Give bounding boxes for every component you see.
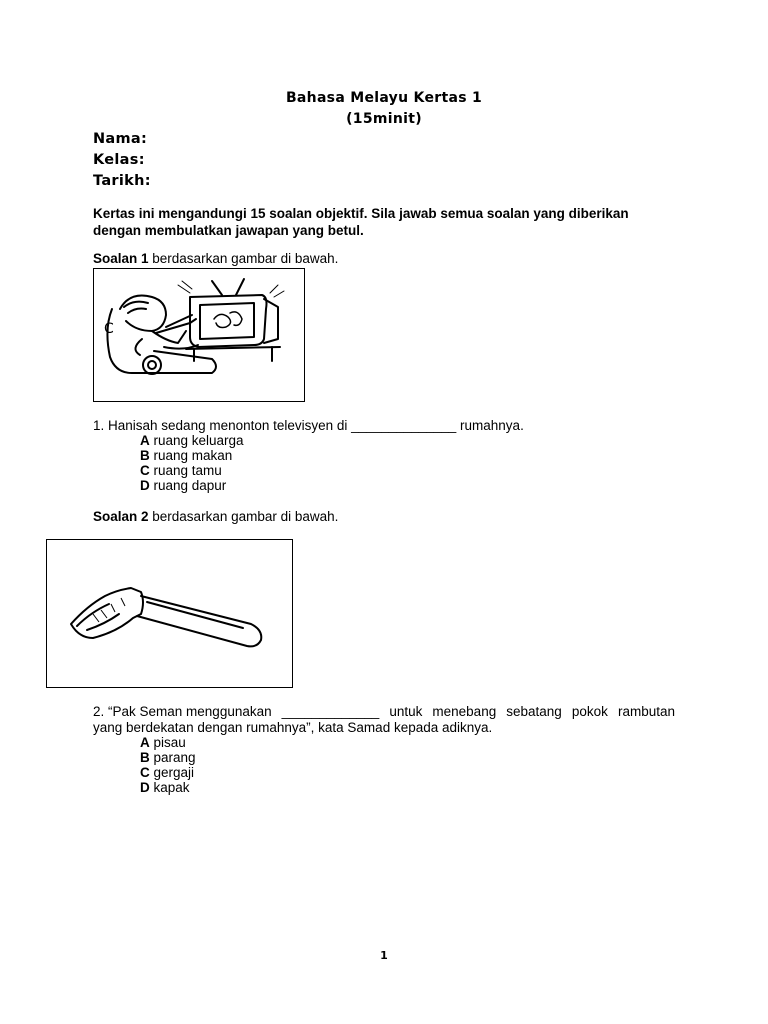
question2-text: 2. “Pak Seman menggunakan _____________ untuk menebang sebatang pokok rambutan yang berdekatan dengan rumahnya”, kata Samad kepada adiknya. [93,704,675,735]
kelas-label: Kelas: [93,152,145,168]
question2-intro-bold: Soalan 2 [93,509,149,524]
instructions [93,205,675,239]
paper-title: Bahasa Melayu Kertas 1 [285,90,483,106]
question1-option-d[interactable]: D ruang dapur [140,478,227,493]
question1-option-a[interactable]: A ruang keluarga [140,433,244,448]
question2-option-d[interactable]: D kapak [140,780,190,795]
question2-intro [93,509,338,524]
question1-intro-bold: Soalan 1 [93,251,149,266]
question1-option-b[interactable]: B ruang makan [140,448,233,463]
page-number: 1 [380,949,388,962]
child-watching-tv-illustration [94,269,304,401]
instructions-line1: Kertas ini mengandungi 15 soalan objektif. Sila jawab semua soalan yang diberikan [93,206,629,221]
question1-option-c[interactable]: C ruang tamu [140,463,222,478]
instructions-line2: dengan membulatkan jawapan yang betul. [93,223,364,238]
question2-option-b[interactable]: B parang [140,750,196,765]
question1-tv-picture [93,268,305,402]
axe-illustration [47,540,292,687]
paper-duration: (15minit) [346,111,422,127]
question1-intro [93,251,338,266]
question1-intro-rest: berdasarkan gambar di bawah. [148,251,339,266]
question2-option-a[interactable]: A pisau [140,735,186,750]
nama-label: Nama: [93,131,148,147]
question1-text: 1. Hanisah sedang menonton televisyen di ______________ rumahnya. [93,418,524,433]
picture-letter: C [104,321,114,337]
question2-intro-rest: berdasarkan gambar di bawah. [148,509,339,524]
tarikh-label: Tarikh: [93,173,151,189]
question2-axe-picture [46,539,293,688]
question2-option-c[interactable]: C gergaji [140,765,195,780]
